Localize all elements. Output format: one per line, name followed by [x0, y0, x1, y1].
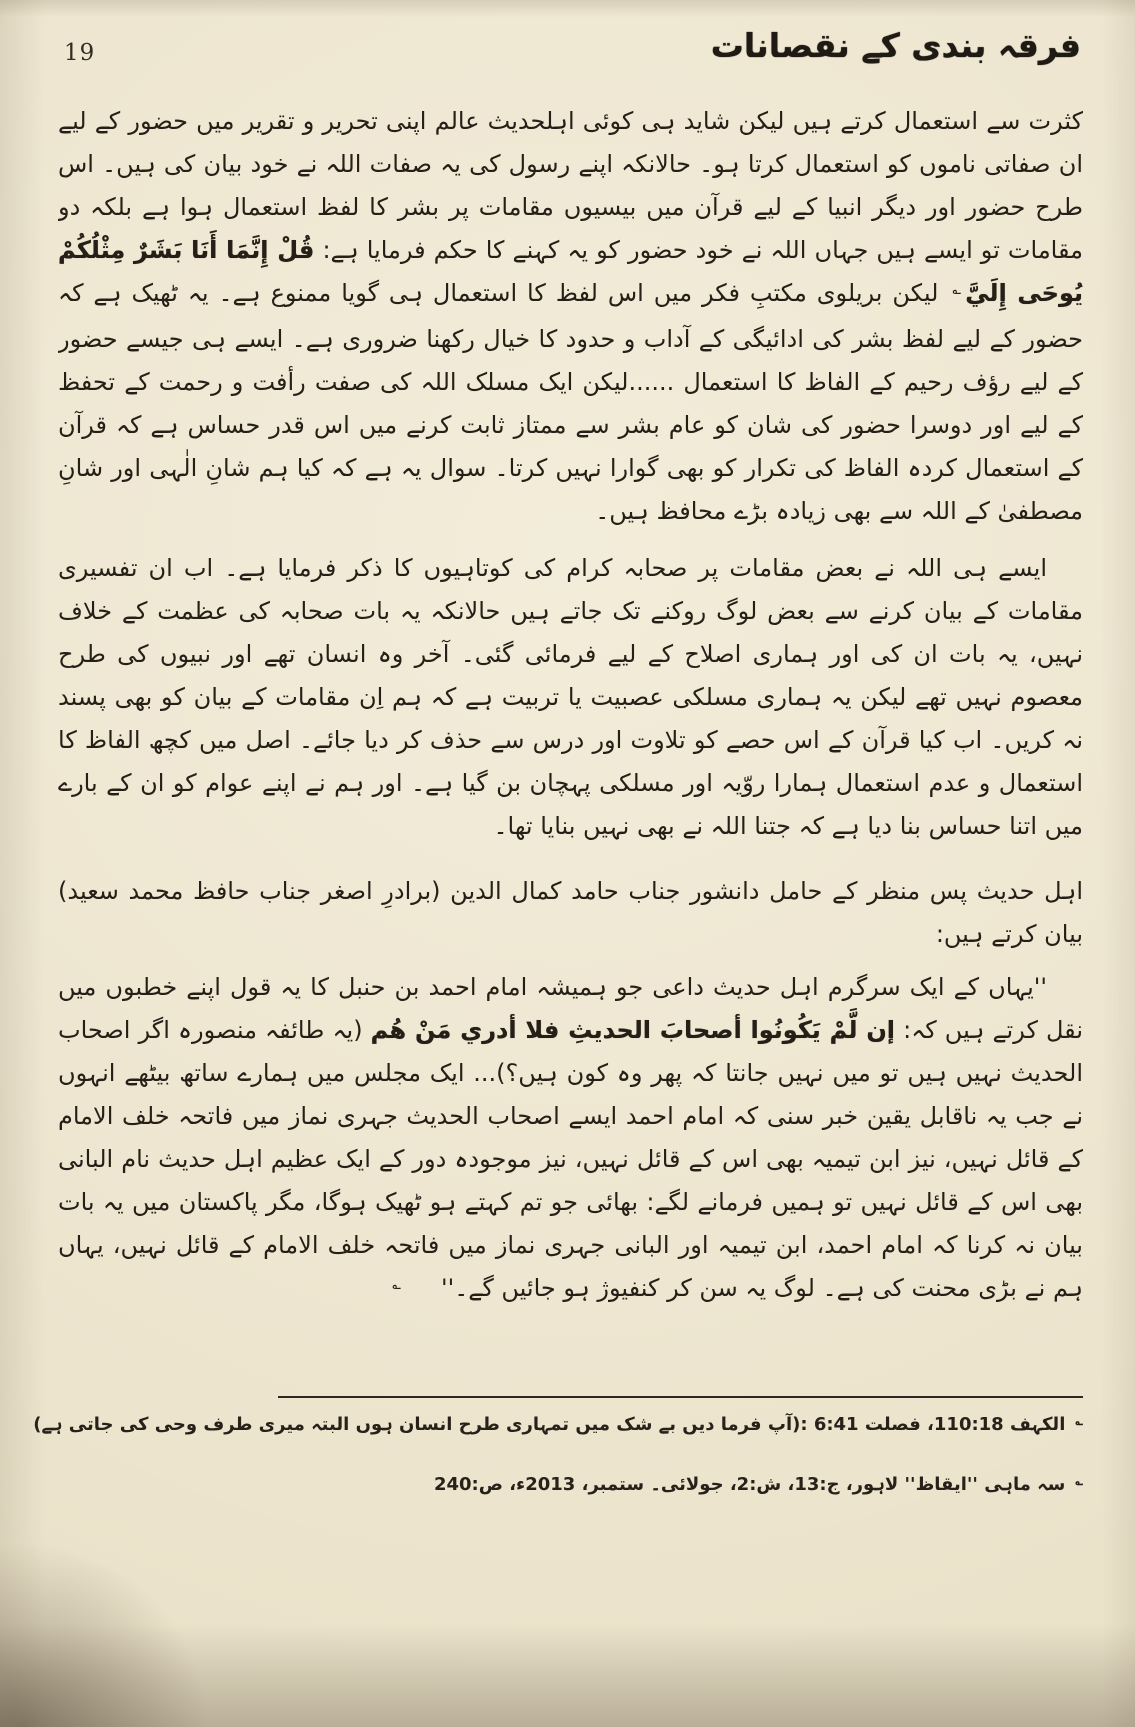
page-title: فرقہ بندی کے نقصانات: [710, 26, 1081, 65]
paragraph-4: [58, 966, 1083, 1313]
paragraph-1-text-pre: کثرت سے استعمال کرتے ہیں لیکن شاید ہی کوئی اہلحدیث عالم اپنی تحریر و تقریر میں حضور کے لیے ان صفاتی ناموں کو استعمال کرتا ہو۔ حالانکہ اپنے رسول کی یہ صفات اللہ نے خود بیان کی ہیں۔ اس طرح حضور اور دیگر انبیا کے لیے قرآن میں بیسیوں مقامات پر بشر کا لفظ استعمال ہوا ہے بلکہ دو مقامات تو ایسے ہیں جہاں اللہ نے خود حضور کو یہ کہنے کا حکم فرمایا ہے:: [58, 107, 1083, 264]
paragraph-1-text-post: لیکن بریلوی مکتبِ فکر میں اس لفظ کا استعمال ہی گویا ممنوع ہے۔ یہ ٹھیک ہے کہ حضور کے لیے لفظ بشر کی ادائیگی کے آداب و حدود کا خیال رکھنا ضروری ہے۔ ایسے ہی جیسے حضور کے لیے رؤف رحیم کے الفاظ کا استعمال ......لیکن ایک مسلک اللہ کی صفت رأفت و رحمت کے تحفظ کے لیے اور دوسرا حضور کی شان کو عام بشر سے ممتاز ثابت کرنے میں اس قدر حساس ہے کہ قرآن کے استعمال کردہ الفاظ کی تکرار کو بھی گوارا نہیں کرتا۔ سوال یہ ہے کہ کیا ہم شانِ الٰہی اور شانِ مصطفیٰ کے اللہ سے بھی زیادہ بڑے محافظ ہیں۔: [58, 279, 1083, 525]
footnote-2-marker: ؎: [1075, 1474, 1083, 1489]
footnote-1-text: الکہف 110:18، فصلت 6:41 :(آپ فرما دیں بے شک میں تمہاری طرح انسان ہوں البتہ میری طرف وحی کی جاتی ہے): [33, 1414, 1066, 1435]
footnote-1-marker: ؎: [1075, 1414, 1083, 1429]
quran-verse: قُلْ إِنَّمَا أَنَا بَشَرٌ مِثْلُكُمْ يُوحَى إِلَيَّ: [58, 236, 1083, 307]
page-header: [58, 24, 1083, 90]
footnote-2-text: سہ ماہی ''ایقاظ'' لاہور، ج:13، ش:2، جولائی۔ ستمبر، 2013ء، ص:240: [433, 1474, 1066, 1495]
footnote-divider: [278, 1396, 1083, 1398]
footnotes-section: [33, 1396, 1083, 1530]
footnote-marker-2: ؎: [392, 1275, 401, 1293]
paragraph-1: [58, 100, 1083, 533]
paragraph-2: ایسے ہی اللہ نے بعض مقامات پر صحابہ کرام کی کوتاہیوں کا ذکر فرمایا ہے۔ اب ان تفسیری مقامات کے بیان کرنے سے بعض لوگ روکنے تک جاتے ہیں حالانکہ یہ بات صحابہ کی عظمت کے خلاف نہیں، یہ بات ان کی اور ہماری اصلاح کے لیے فرمائی گئی۔ آخر وہ انسان تھے اور نبیوں کی طرح معصوم نہیں تھے لیکن یہ ہماری مسلکی عصبیت یا تربیت ہے کہ ہم اِن مقامات کے بیان کو بھی پسند نہ کریں۔ اب کیا قرآن کے اس حصے کو تلاوت اور درس سے حذف کر دیا جائے۔ اصل میں کچھ الفاظ کا استعمال و عدم استعمال ہمارا روّیہ اور مسلکی پہچان بن گیا ہے۔ اور ہم نے اپنے عوام کو ان کے بارے میں اتنا حساس بنا دیا ہے کہ جتنا اللہ نے بھی نہیں بنایا تھا۔: [58, 554, 1083, 840]
page-number: 19: [64, 40, 96, 66]
page-body: [58, 100, 1083, 1412]
footnote-1: [33, 1410, 1083, 1442]
paragraph-3: اہل حدیث پس منظر کے حامل دانشور جناب حامد کمال الدین (برادرِ اصغر جناب حافظ محمد سعید) بیان کرتے ہیں:: [58, 877, 1083, 948]
quotation-text-pre: ''یہاں کے ایک سرگرم اہل حدیث داعی جو ہمیشہ امام احمد بن حنبل کا یہ قول اپنے خطبوں میں نقل کرتے ہیں کہ:: [58, 973, 1083, 1044]
footnote-marker-1: ؎: [952, 280, 962, 298]
arabic-quote: إن لَّمْ يَكُونُوا أصحابَ الحديثِ فلا أدري مَنْ هُم: [370, 1016, 896, 1044]
quotation-text-post: (یہ طائفہ منصورہ اگر اصحاب الحدیث نہیں ہیں تو میں نہیں جانتا کہ پھر وہ کون ہیں؟)... ایک مجلس میں ہمارے ساتھ بیٹھے انہوں نے جب یہ ناقابل یقین خبر سنی کہ امام احمد ایسے اصحاب الحدیث جہری نماز میں فاتحہ خلف الامام کے قائل نہیں، نیز ابن تیمیہ بھی اس کے قائل نہیں، نیز موجودہ دور کے ایک عظیم اہل حدیث نام البانی بھی اس کے قائل نہیں تو ہمیں فرمانے لگے: بھائی جو تم کہتے ہو ٹھیک ہوگا، مگر پاکستان میں یہ بات بیان نہ کرنا کہ امام احمد، ابن تیمیہ اور البانی جہری نماز میں فاتحہ خلف الامام کے قائل نہیں، یہاں ہم نے بڑی محنت کی ہے۔ لوگ یہ سن کر کنفیوژ ہو جائیں گے۔'': [58, 1016, 1083, 1302]
footnote-2: [278, 1470, 1083, 1502]
